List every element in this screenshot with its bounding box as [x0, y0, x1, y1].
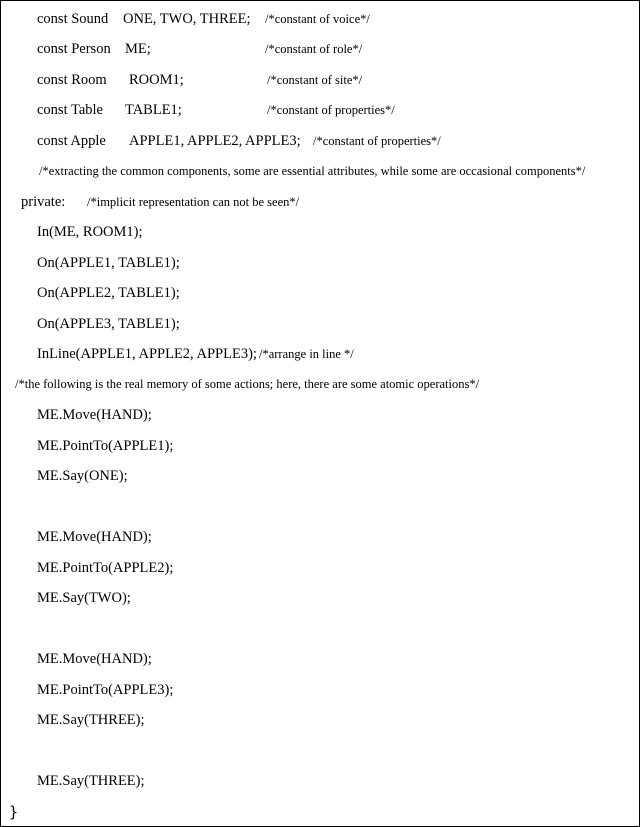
action-line: ME.Say(THREE);	[37, 773, 145, 789]
inline-code: InLine(APPLE1, APPLE2, APPLE3);	[37, 346, 257, 362]
const-sound-value: ONE, TWO, THREE;	[123, 11, 251, 27]
fact-line: On(APPLE2, TABLE1);	[37, 285, 180, 301]
fact-line: In(ME, ROOM1);	[37, 224, 143, 240]
action-line: ME.Say(ONE);	[37, 468, 128, 484]
const-table-comment: /*constant of properties*/	[267, 103, 395, 117]
action-line: ME.PointTo(APPLE2);	[37, 560, 174, 576]
const-apple-value: APPLE1, APPLE2, APPLE3;	[129, 133, 301, 149]
const-sound-keyword: const Sound	[37, 11, 109, 27]
action-line: ME.PointTo(APPLE3);	[37, 682, 174, 698]
action-line: ME.Move(HAND);	[37, 651, 152, 667]
const-person-value: ME;	[125, 41, 151, 57]
fact-line: On(APPLE3, TABLE1);	[37, 316, 180, 332]
const-table-keyword: const Table	[37, 102, 103, 118]
const-sound-comment: /*constant of voice*/	[265, 12, 370, 26]
fact-line: On(APPLE1, TABLE1);	[37, 255, 180, 271]
action-line: ME.Move(HAND);	[37, 529, 152, 545]
private-label: private:	[21, 194, 66, 210]
inline-comment: /*arrange in line */	[259, 347, 354, 361]
extract-comment: /*extracting the common components, some are essential attributes, while some are occasional components*/	[39, 164, 586, 178]
private-comment: /*implicit representation can not be seen*/	[87, 195, 300, 209]
memory-comment: /*the following is the real memory of some actions; here, there are some atomic operations*/	[15, 377, 480, 391]
const-room-keyword: const Room	[37, 72, 107, 88]
action-line: ME.PointTo(APPLE1);	[37, 438, 174, 454]
const-apple-keyword: const Apple	[37, 133, 106, 149]
const-room-comment: /*constant of site*/	[267, 73, 363, 87]
closing-brace: }	[9, 803, 19, 821]
action-line: ME.Move(HAND);	[37, 407, 152, 423]
const-person-comment: /*constant of role*/	[265, 42, 363, 56]
action-line: ME.Say(THREE);	[37, 712, 145, 728]
const-apple-comment: /*constant of properties*/	[313, 134, 441, 148]
const-table-value: TABLE1;	[125, 102, 182, 118]
const-room-value: ROOM1;	[129, 72, 184, 88]
const-person-keyword: const Person	[37, 41, 111, 57]
action-line: ME.Say(TWO);	[37, 590, 131, 606]
